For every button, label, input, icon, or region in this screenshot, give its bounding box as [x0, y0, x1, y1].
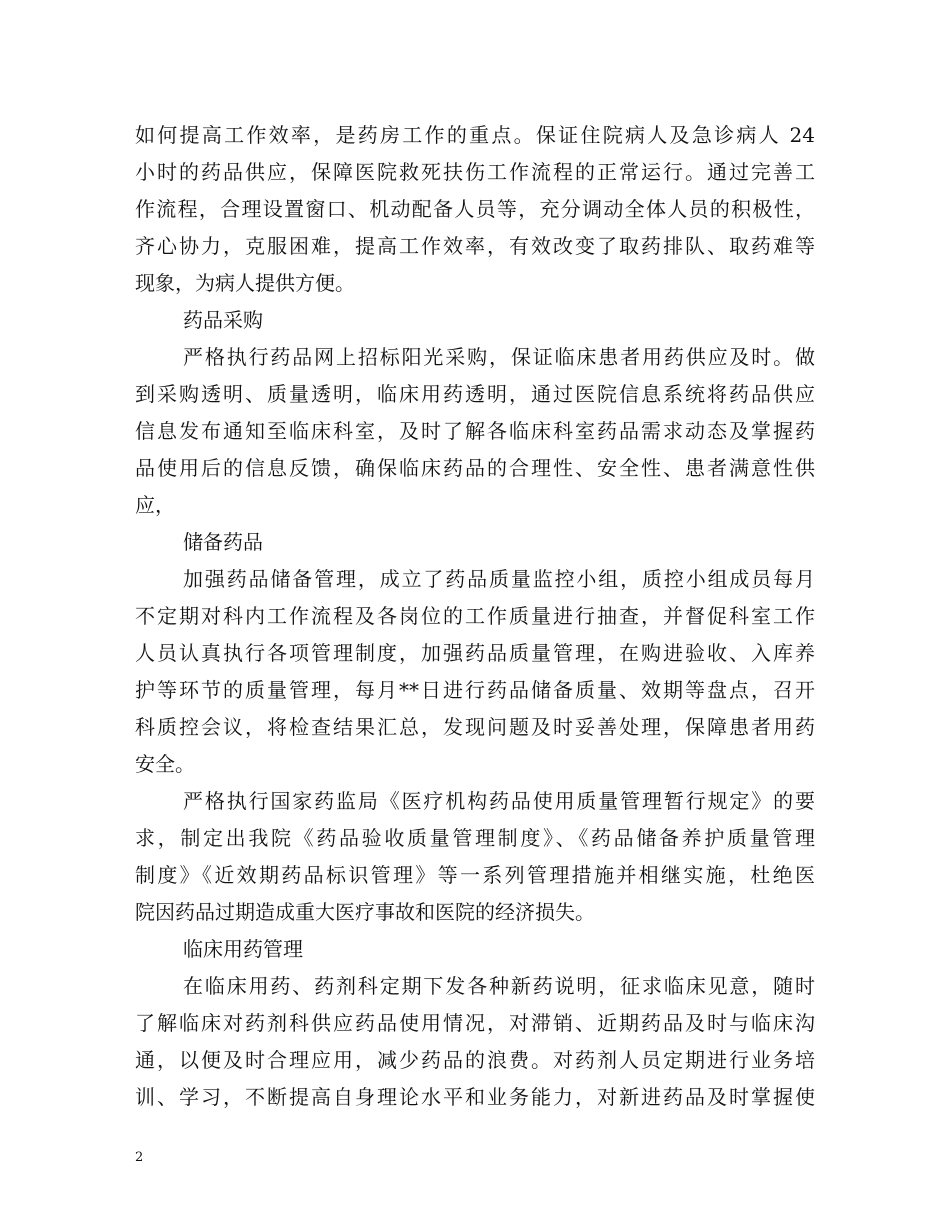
text-line: 安全。 [135, 752, 195, 776]
text-line: 作流程，合理设置窗口、机动配备人员等，充分调动全体人员的积极性， [135, 197, 815, 221]
text-line: 不定期对科内工作流程及各岗位的工作质量进行抽查，并督促科室工作 [135, 604, 815, 628]
text-line: 求，制定出我院《药品验收质量管理制度》、《药品储备养护质量管理 [135, 826, 815, 850]
paragraph [135, 561, 815, 783]
section-heading: 储备药品 [183, 530, 263, 554]
text-line: 通，以便及时合理应用，减少药品的浪费。对药剂人员定期进行业务培 [135, 1048, 815, 1072]
text-line: 信息发布通知至临床科室，及时了解各临床科室药品需求动态及掌握药 [135, 419, 815, 443]
text-line: 齐心协力，克服困难，提高工作效率，有效改变了取药排队、取药难等 [135, 234, 815, 258]
paragraph [135, 783, 815, 931]
text-line: 制度》《近效期药品标识管理》等一系列管理措施并相继实施，杜绝医 [135, 863, 815, 887]
section-heading: 药品采购 [183, 308, 263, 332]
text-line: 训、学习，不断提高自身理论水平和业务能力，对新进药品及时掌握使 [135, 1085, 815, 1109]
text-line: 院因药品过期造成重大医疗事故和医院的经济损失。 [135, 900, 595, 924]
text-line: 如何提高工作效率，是药房工作的重点。保证住院病人及急诊病人 24 [135, 123, 815, 147]
paragraph [135, 339, 815, 524]
document-body [135, 117, 815, 1116]
text-line: 护等环节的质量管理，每月**日进行药品储备质量、效期等盘点，召开 [135, 678, 815, 702]
text-line: 小时的药品供应，保障医院救死扶伤工作流程的正常运行。通过完善工 [135, 160, 815, 184]
text-line: 在临床用药、药剂科定期下发各种新药说明，征求临床见意，随时 [183, 974, 815, 998]
text-line: 应， [135, 493, 175, 517]
text-line: 品使用后的信息反馈，确保临床药品的合理性、安全性、患者满意性供 [135, 456, 815, 480]
text-line: 人员认真执行各项管理制度，加强药品质量管理，在购进验收、入库养 [135, 641, 815, 665]
text-line: 现象，为病人提供方便。 [135, 271, 355, 295]
text-line: 严格执行药品网上招标阳光采购，保证临床患者用药供应及时。做 [183, 345, 815, 369]
paragraph [135, 968, 815, 1116]
text-line: 科质控会议，将检查结果汇总，发现问题及时妥善处理，保障患者用药 [135, 715, 815, 739]
text-line: 了解临床对药剂科供应药品使用情况，对滞销、近期药品及时与临床沟 [135, 1011, 815, 1035]
section-heading: 临床用药管理 [183, 937, 303, 961]
text-line: 到采购透明、质量透明，临床用药透明，通过医院信息系统将药品供应 [135, 382, 815, 406]
text-line: 严格执行国家药监局《医疗机构药品使用质量管理暂行规定》的要 [183, 789, 815, 813]
text-line: 加强药品储备管理，成立了药品质量监控小组，质控小组成员每月 [183, 567, 815, 591]
paragraph [135, 117, 815, 302]
page-number: 2 [135, 1150, 144, 1165]
